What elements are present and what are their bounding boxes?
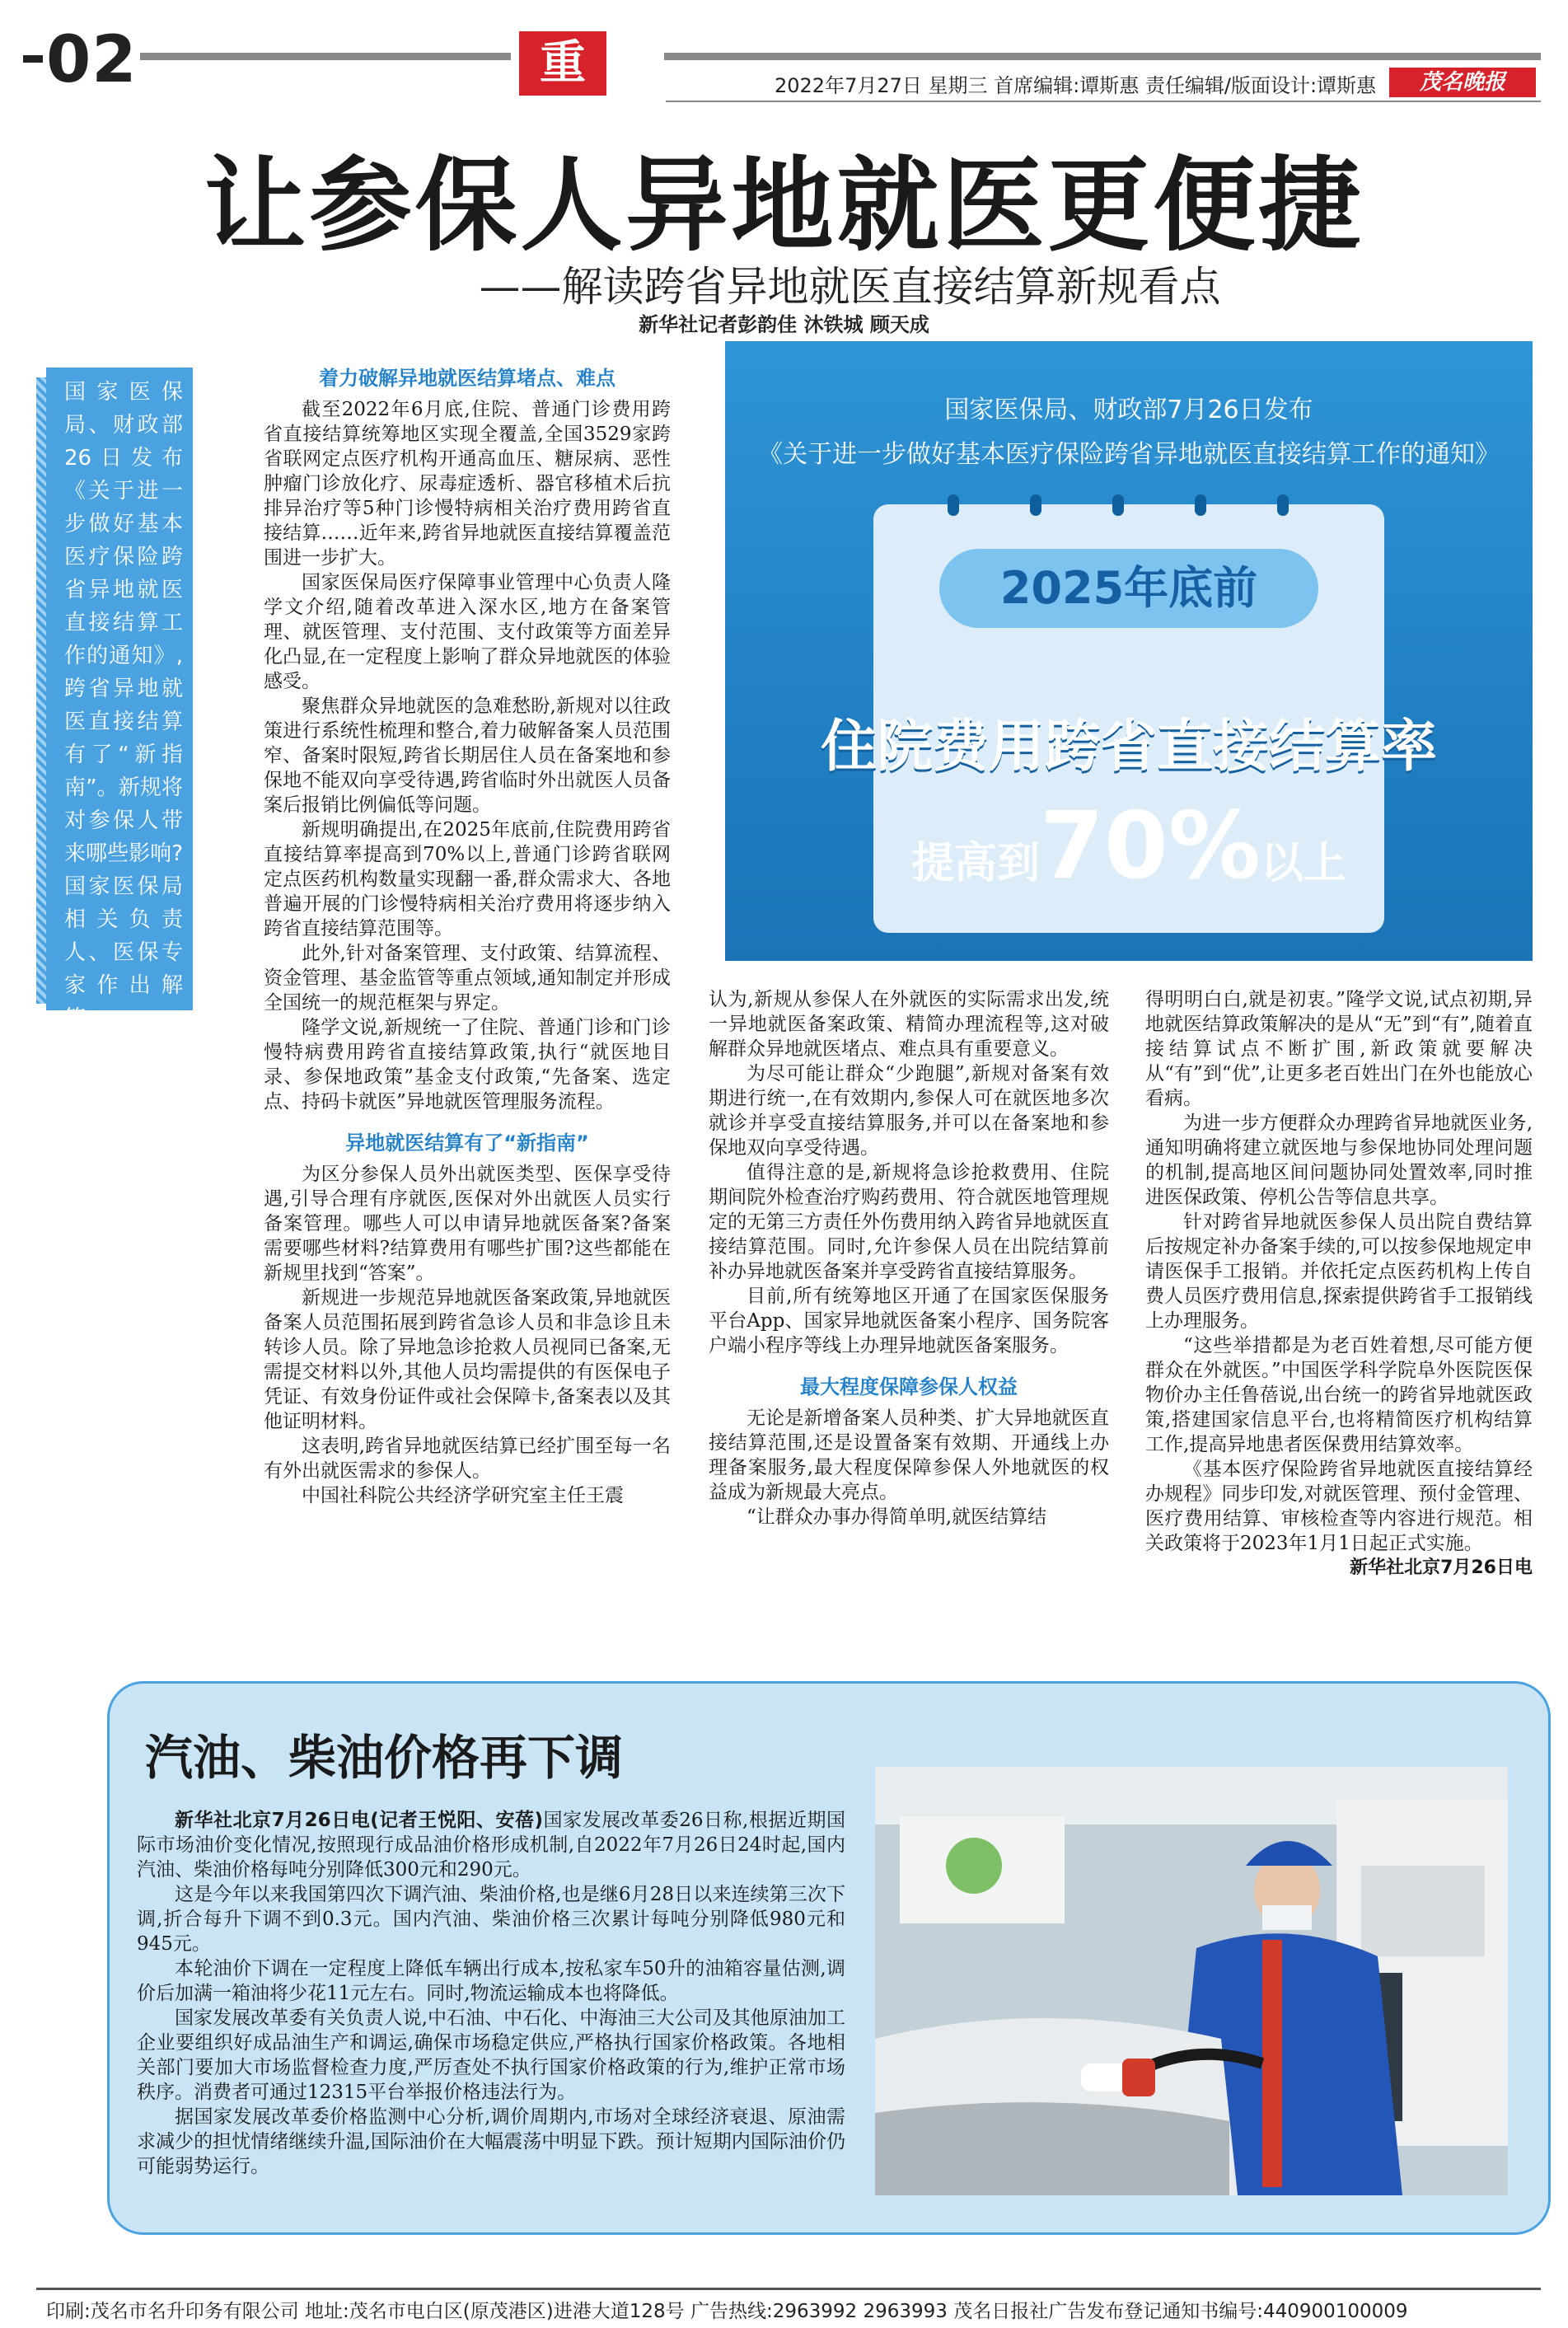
- paragraph: 为区分参保人员外出就医类型、医保享受待遇,引导合理有序就医,医保对外出就医人员实行备案管理。哪些人可以申请异地就医备案?备案需要哪些材料?结算费用有哪些扩围?这些都能在新规里找到“答案”。: [264, 1164, 671, 1284]
- paragraph: 此外,针对备案管理、支付政策、结算流程、资金管理、基金监管等重点领域,通知制定并形成全国统一的规范框架与界定。: [264, 943, 671, 1014]
- section-heading: 着力破解异地就医结算堵点、难点: [319, 367, 615, 390]
- paragraph: 针对跨省异地就医参保人员出院自费结算后按规定补办备案手续的,可以按参保地规定申请医保手工报销。并依托定点医药机构上传自费人员医疗费用信息,探索提供跨省手工报销线上办理服务。: [1145, 1211, 1533, 1332]
- infographic: [725, 341, 1533, 961]
- paragraph: 截至2022年6月底,住院、普通门诊费用跨省直接结算统筹地区实现全覆盖,全国3529家跨省联网定点医疗机构开通高血压、糖尿病、恶性肿瘤门诊放化疗、尿毒症透析、器官移植术后抗排异治疗等5种门诊慢特病相关治疗费用跨省直接结算……近年来,跨省异地就医直接结算覆盖范围进一步扩大。: [264, 399, 671, 569]
- byline: 新华社记者彭韵佳 沐铁城 顾天成: [639, 313, 929, 336]
- paragraph: 得明明白白,就是初衷。”隆学文说,试点初期,异地就医结算政策解决的是从“无”到“有”,随着直接结算试点不断扩围,新政策就要解决从“有”到“优”,让更多老百姓出门在外也能放心看病。: [1145, 989, 1533, 1109]
- paragraph: 新规明确提出,在2025年底前,住院费用跨省直接结算率提高到70%以上,普通门诊跨省联网定点医药机构数量实现翻一番,群众需求大、各地普遍开展的门诊慢特病相关治疗费用将逐步纳入跨省直接结算范围等。: [264, 819, 671, 939]
- paragraph: 聚焦群众异地就医的急难愁盼,新规对以往政策进行系统性梳理和整合,着力破解备案人员范围窄、备案时限短,跨省长期居住人员在备案地和参保地不能双向享受待遇,跨省临时外出就医人员备案后报销比例偏低等问题。: [264, 696, 671, 816]
- paragraph: “让群众办事办得简单明,就医结算结: [747, 1506, 1047, 1528]
- paragraph: 为进一步方便群众办理跨省异地就医业务,通知明确将建立就医地与参保地协同处理问题的机制,提高地区间问题协同处置效率,同时推进医保政策、停机公告等信息共享。: [1145, 1112, 1533, 1208]
- page-number-text: 02: [46, 23, 138, 97]
- photo-illustration: [875, 1767, 1508, 2195]
- infographic-line-1: 国家医保局、财政部7月26日发布: [944, 396, 1313, 424]
- paragraph: 目前,所有统筹地区开通了在国家医保服务平台App、国家异地就医备案小程序、国务院客户端小程序等线上办理异地就医备案服务。: [709, 1286, 1109, 1356]
- paragraph: 隆学文说,新规统一了住院、普通门诊和门诊慢特病费用跨省直接结算政策,执行“就医地目录、参保地政策”基金支付政策,“先备案、选定点、持码卡就医”异地就医管理服务流程。: [264, 1017, 671, 1112]
- target-percent: 70%: [1039, 793, 1261, 900]
- footer-imprint: 印刷:茂名市名升印务有限公司 地址:茂名市电白区(原茂港区)进港大道128号 广告热线:2963992 2963993 茂名日报社广告发布登记通知书编号:440900100009: [46, 2301, 1408, 2322]
- fuel-dateline: 新华社北京7月26日电(记者王悦阳、安蓓): [175, 1810, 544, 1831]
- masthead-logo: 茂名晚报: [1389, 68, 1536, 97]
- paragraph: 国家发展改革委有关负责人说,中石油、中石化、中海油三大公司及其他原油加工企业要组织好成品油生产和调运,确保市场稳定供应,严格执行国家价格政策。各地相关部门要加大市场监督检查力度,严厉查处不执行国家价格政策的行为,维护正常市场秩序。消费者可通过12315平台举报价格违法行为。: [137, 2007, 845, 2103]
- paragraph: “这些举措都是为老百姓着想,尽可能方便群众在外就医。”中国医学科学院阜外医院医保物价办主任鲁蓓说,出台统一的跨省异地就医政策,搭建国家信息平台,也将精简医疗机构结算工作,提高异地患者医保费用结算效率。: [1145, 1335, 1533, 1455]
- paragraph: 中国社科院公共经济学研究室主任王震: [302, 1485, 624, 1506]
- page-number: [23, 23, 138, 97]
- dateline-signoff: 新华社北京7月26日电: [1350, 1557, 1533, 1578]
- article-column-2: [709, 987, 1109, 1529]
- subheadline: ——解读跨省异地就医直接结算新规看点: [479, 263, 1221, 311]
- paragraph: 无论是新增备案人员种类、扩大异地就医直接结算范围,还是设置备案有效期、开通线上办理备案服务,最大程度保障参保人外地就医的权益成为新规最大亮点。: [709, 1408, 1109, 1503]
- section-heading: 最大程度保障参保人权益: [800, 1375, 1018, 1398]
- paragraph: 据国家发展改革委价格监测中心分析,调价周期内,市场对全球经济衰退、原油需求减少的担忧情绪继续升温,国际油价在大幅震荡中明显下跌。预计短期内国际油价仍可能弱势运行。: [137, 2106, 845, 2177]
- page-number-dash: [23, 55, 43, 63]
- paragraph: 新规进一步规范异地就医备案政策,异地就医备案人员范围拓展到跨省急诊人员和非急诊且未转诊人员。除了异地急诊抢救人员视同已备案,无需提交材料以外,其他人员均需提供的有医保电子凭证、有效身份证件或社会保障卡,备案表以及其他证明材料。: [264, 1287, 671, 1432]
- fuel-article-title: 汽油、柴油价格再下调: [145, 1730, 624, 1786]
- paragraph: 这是今年以来我国第四次下调汽油、柴油价格,也是继6月28日以来连续第三次下调,折合每升下调不到0.3元。国内汽油、柴油价格三次累计每吨分别降低980元和945元。: [137, 1884, 845, 1955]
- paragraph: 本轮油价下调在一定程度上降低车辆出行成本,按私家车50升的油箱容量估测,调价后加满一箱油将少花11元左右。同时,物流运输成本也将降低。: [137, 1958, 845, 2004]
- target-prefix: 提高到: [910, 839, 1040, 888]
- calendar-ring: [948, 494, 959, 516]
- headline: 让参保人异地就医更便捷: [204, 147, 1364, 265]
- header-info: 2022年7月27日 星期三 首席编辑:谭斯惠 责任编辑/版面设计:谭斯惠: [775, 74, 1377, 97]
- header-rule-bottom: [666, 101, 1541, 102]
- calendar-ring: [1277, 494, 1289, 516]
- sidebar-summary-text: 国家医保局、财政部26日发布《关于进一步做好基本医疗保险跨省异地就医直接结算工作的通知》,跨省异地就医直接结算有了“新指南”。新规将对参保人带来哪些影响?国家医保局相关负责人、医保专家作出解答。: [64, 380, 183, 1031]
- target-suffix: 以上: [1261, 839, 1347, 888]
- article-column-3: [1145, 987, 1533, 1581]
- header-rule-right: [664, 53, 1541, 60]
- section-heading: 异地就医结算有了“新指南”: [345, 1131, 589, 1155]
- header-rule-left: [140, 53, 511, 60]
- footer-rule: [36, 2288, 1541, 2290]
- paragraph: 这表明,跨省异地就医结算已经扩围至每一名有外出就医需求的参保人。: [264, 1436, 671, 1482]
- infographic-main-text: 住院费用跨省直接结算率: [820, 714, 1437, 780]
- paragraph: 为尽可能让群众“少跑腿”,新规对备案有效期进行统一,在有效期内,参保人可在就医地多次就诊并享受直接结算服务,并可以在备案地和参保地双向享受待遇。: [709, 1063, 1109, 1159]
- infographic-target: [725, 793, 1533, 900]
- paragraph: 《基本医疗保险跨省异地就医直接结算经办规程》同步印发,对就医管理、预付金管理、医疗费用结算、审核检查等内容进行规范。相关政策将于2023年1月1日起正式实施。: [1145, 1459, 1533, 1554]
- fuel-station-photo: [875, 1767, 1508, 2195]
- deadline-badge: 2025年底前: [939, 549, 1318, 628]
- fuel-article-body: [137, 1808, 845, 2179]
- calendar-ring: [1030, 494, 1041, 516]
- calendar-ring: [1195, 494, 1206, 516]
- calendar-ring: [1112, 494, 1124, 516]
- infographic-line-2: 《关于进一步做好基本医疗保险跨省异地就医直接结算工作的通知》: [758, 440, 1500, 469]
- paragraph: 国家医保局医疗保障事业管理中心负责人隆学文介绍,随着改革进入深水区,地方在备案管理、就医管理、支付范围、支付政策等方面差异化凸显,在一定程度上影响了群众异地就医的体验感受。: [264, 572, 671, 692]
- calendar-rings: [915, 494, 1343, 516]
- section-tag: 重点: [519, 31, 606, 96]
- paragraph: 认为,新规从参保人在外就医的实际需求出发,统一异地就医备案政策、精简办理流程等,这对破解群众异地就医堵点、难点具有重要意义。: [709, 989, 1109, 1060]
- paragraph: 值得注意的是,新规将急诊抢救费用、住院期间院外检查治疗购药费用、符合就医地管理规定的无第三方责任外伤费用纳入跨省异地就医直接结算范围。同时,允许参保人员在出院结算前补办异地就医备案并享受跨省直接结算服务。: [709, 1162, 1109, 1282]
- article-column-1: [264, 361, 671, 1508]
- paragraph: [137, 1808, 845, 1882]
- fuel-paragraph-1: 国家发展改革委26日称,根据近期国际市场油价变化情况,按照现行成品油价格形成机制,自2022年7月26日24时起,国内汽油、柴油价格每吨分别降低300元和290元。: [137, 1810, 845, 1881]
- sidebar-stripe: [36, 377, 46, 1004]
